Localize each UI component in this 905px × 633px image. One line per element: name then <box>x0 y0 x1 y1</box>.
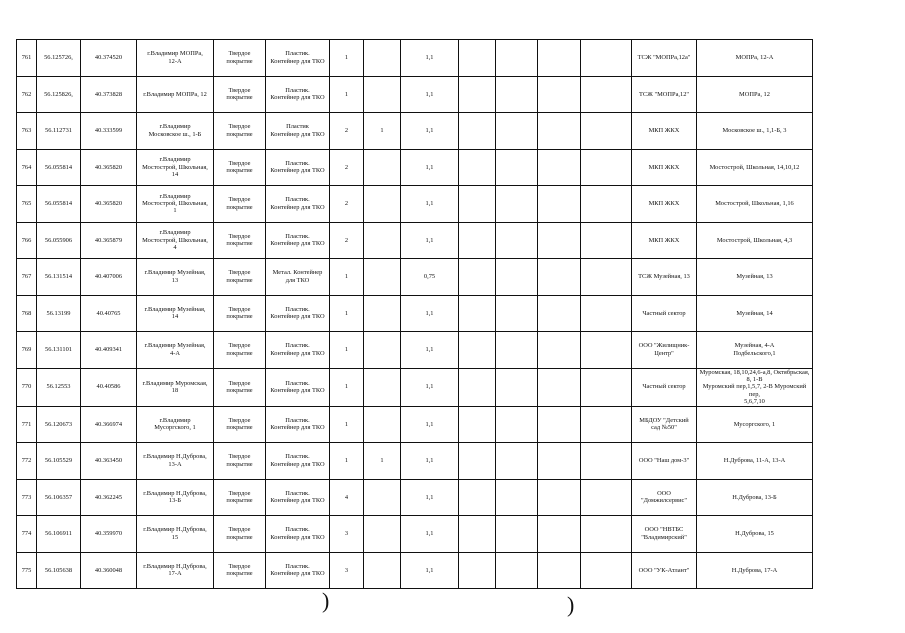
container-type: Пластик. Контейнер для ТКО <box>266 479 330 516</box>
empty-cell <box>581 222 632 259</box>
surface-type: Твердое покрытие <box>214 113 266 150</box>
latitude: 56.055906 <box>37 222 81 259</box>
table-row <box>17 259 813 296</box>
owner: ООО "УК-Атлант" <box>632 552 697 589</box>
longitude: 40.362245 <box>81 479 137 516</box>
row-number: 763 <box>17 113 37 150</box>
empty-cell <box>459 443 496 480</box>
surface-type: Твердое покрытие <box>214 332 266 369</box>
container-volume: 1,1 <box>401 516 459 553</box>
owner: МКП ЖКХ <box>632 149 697 186</box>
address: г.Владимир Н.Дуброва, 13-Б <box>137 479 214 516</box>
empty-cell <box>459 259 496 296</box>
latitude: 56.106357 <box>37 479 81 516</box>
empty-cell <box>581 368 632 406</box>
row-number: 766 <box>17 222 37 259</box>
container-volume: 1,1 <box>401 295 459 332</box>
container-count-extra <box>364 368 401 406</box>
longitude: 40.333599 <box>81 113 137 150</box>
latitude: 56.125726, <box>37 40 81 77</box>
container-count-extra <box>364 76 401 113</box>
empty-cell <box>496 443 538 480</box>
container-count-extra <box>364 186 401 223</box>
empty-cell <box>538 516 581 553</box>
latitude: 56.120673 <box>37 406 81 443</box>
latitude: 56.131101 <box>37 332 81 369</box>
page-edge-mark-left: ) <box>322 588 330 613</box>
container-count: 1 <box>330 259 364 296</box>
empty-cell <box>459 406 496 443</box>
surface-type: Твердое покрытие <box>214 149 266 186</box>
latitude: 56.13199 <box>37 295 81 332</box>
row-number: 764 <box>17 149 37 186</box>
container-count-extra <box>364 552 401 589</box>
address: г.Владимир Мостострой, Школьная, 4 <box>137 222 214 259</box>
empty-cell <box>496 222 538 259</box>
container-count-extra <box>364 479 401 516</box>
owner: ТСЖ Музейная, 13 <box>632 259 697 296</box>
empty-cell <box>581 479 632 516</box>
latitude: 56.125826, <box>37 76 81 113</box>
empty-cell <box>538 368 581 406</box>
surface-type: Твердое покрытие <box>214 222 266 259</box>
surface-type: Твердое покрытие <box>214 40 266 77</box>
empty-cell <box>538 149 581 186</box>
served-objects: МОПРа, 12 <box>697 76 813 113</box>
owner: МКП ЖКХ <box>632 186 697 223</box>
empty-cell <box>538 332 581 369</box>
container-type: Пластик. Контейнер для ТКО <box>266 406 330 443</box>
empty-cell <box>581 295 632 332</box>
container-count-extra <box>364 406 401 443</box>
empty-cell <box>496 149 538 186</box>
surface-type: Твердое покрытие <box>214 443 266 480</box>
served-objects: МОПРа, 12-А <box>697 40 813 77</box>
served-objects: Муромская, 18,10,24,6-а,8, Октябрьская, 8, 1-В Муромский пер,1,5,7, 2-В Муромский пер, 5,6,7,10 <box>697 368 813 406</box>
container-count: 1 <box>330 40 364 77</box>
empty-cell <box>496 259 538 296</box>
row-number: 761 <box>17 40 37 77</box>
container-count: 3 <box>330 516 364 553</box>
row-number: 771 <box>17 406 37 443</box>
row-number: 768 <box>17 295 37 332</box>
empty-cell <box>581 259 632 296</box>
latitude: 56.105529 <box>37 443 81 480</box>
address: г.Владимир Мостострой, Школьная, 14 <box>137 149 214 186</box>
address: г.Владимир Н.Дуброва, 17-А <box>137 552 214 589</box>
table-row <box>17 186 813 223</box>
container-type: Пластик. Контейнер для ТКО <box>266 552 330 589</box>
longitude: 40.409341 <box>81 332 137 369</box>
container-volume: 1,1 <box>401 149 459 186</box>
empty-cell <box>459 222 496 259</box>
table-row <box>17 332 813 369</box>
empty-cell <box>459 295 496 332</box>
container-type: Пластик. Контейнер для ТКО <box>266 295 330 332</box>
address: г.Владимир Музейная, 13 <box>137 259 214 296</box>
page-edge-mark-right: ) <box>567 592 575 617</box>
empty-cell <box>496 295 538 332</box>
container-count-extra <box>364 295 401 332</box>
table-row <box>17 368 813 406</box>
address: г.Владимир Н.Дуброва, 13-А <box>137 443 214 480</box>
empty-cell <box>581 186 632 223</box>
owner: ООО "Наш дом-3" <box>632 443 697 480</box>
container-count: 2 <box>330 149 364 186</box>
longitude: 40.373828 <box>81 76 137 113</box>
empty-cell <box>581 113 632 150</box>
latitude: 56.131514 <box>37 259 81 296</box>
container-count-extra <box>364 516 401 553</box>
surface-type: Твердое покрытие <box>214 552 266 589</box>
empty-cell <box>538 76 581 113</box>
container-count-extra <box>364 259 401 296</box>
surface-type: Твердое покрытие <box>214 295 266 332</box>
row-number: 762 <box>17 76 37 113</box>
surface-type: Твердое покрытие <box>214 406 266 443</box>
container-type: Метал. Контейнер для ТКО <box>266 259 330 296</box>
address: г.Владимир Московское ш., 1-Б <box>137 113 214 150</box>
row-number: 772 <box>17 443 37 480</box>
owner: Частный сектор <box>632 295 697 332</box>
container-count-extra <box>364 40 401 77</box>
longitude: 40.363450 <box>81 443 137 480</box>
empty-cell <box>496 76 538 113</box>
longitude: 40.359970 <box>81 516 137 553</box>
empty-cell <box>496 40 538 77</box>
empty-cell <box>581 332 632 369</box>
table-row <box>17 516 813 553</box>
container-volume: 1,1 <box>401 113 459 150</box>
surface-type: Твердое покрытие <box>214 516 266 553</box>
served-objects: Мостострой, Школьная, 14,10,12 <box>697 149 813 186</box>
empty-cell <box>459 516 496 553</box>
table-row <box>17 149 813 186</box>
empty-cell <box>496 368 538 406</box>
address: г.Владимир МОПРа, 12 <box>137 76 214 113</box>
address: г.Владимир МОПРа, 12-А <box>137 40 214 77</box>
container-volume: 1,1 <box>401 368 459 406</box>
served-objects: Мостострой, Школьная, 4,3 <box>697 222 813 259</box>
surface-type: Твердое покрытие <box>214 186 266 223</box>
served-objects: Музейная, 14 <box>697 295 813 332</box>
container-volume: 1,1 <box>401 186 459 223</box>
owner: Частный сектор <box>632 368 697 406</box>
container-count: 1 <box>330 368 364 406</box>
container-count-extra <box>364 332 401 369</box>
row-number: 767 <box>17 259 37 296</box>
container-type: Пластик Контейнер для ТКО <box>266 113 330 150</box>
longitude: 40.407006 <box>81 259 137 296</box>
empty-cell <box>496 186 538 223</box>
latitude: 56.105638 <box>37 552 81 589</box>
served-objects: Мусоргского, 1 <box>697 406 813 443</box>
empty-cell <box>459 76 496 113</box>
served-objects: Н.Дуброва, 17-А <box>697 552 813 589</box>
empty-cell <box>538 406 581 443</box>
empty-cell <box>496 406 538 443</box>
empty-cell <box>459 113 496 150</box>
longitude: 40.40586 <box>81 368 137 406</box>
served-objects: Н.Дуброва, 13-Б <box>697 479 813 516</box>
row-number: 775 <box>17 552 37 589</box>
row-number: 765 <box>17 186 37 223</box>
empty-cell <box>459 368 496 406</box>
owner: МКП ЖКХ <box>632 113 697 150</box>
owner: ООО "Жилищник- Центр" <box>632 332 697 369</box>
address: г.Владимир Мусоргского, 1 <box>137 406 214 443</box>
container-type: Пластик. Контейнер для ТКО <box>266 332 330 369</box>
container-volume: 1,1 <box>401 222 459 259</box>
container-count: 1 <box>330 443 364 480</box>
empty-cell <box>459 186 496 223</box>
row-number: 770 <box>17 368 37 406</box>
container-type: Пластик. Контейнер для ТКО <box>266 76 330 113</box>
container-type: Пластик. Контейнер для ТКО <box>266 516 330 553</box>
empty-cell <box>459 149 496 186</box>
container-type: Пластик. Контейнер для ТКО <box>266 443 330 480</box>
container-count: 1 <box>330 332 364 369</box>
latitude: 56.112731 <box>37 113 81 150</box>
served-objects: Московское ш., 1,1-Б, 3 <box>697 113 813 150</box>
container-count: 3 <box>330 552 364 589</box>
longitude: 40.365820 <box>81 149 137 186</box>
container-volume: 0,75 <box>401 259 459 296</box>
container-type: Пластик. Контейнер для ТКО <box>266 40 330 77</box>
table-row <box>17 295 813 332</box>
row-number: 774 <box>17 516 37 553</box>
surface-type: Твердое покрытие <box>214 259 266 296</box>
latitude: 56.106911 <box>37 516 81 553</box>
longitude: 40.365820 <box>81 186 137 223</box>
address: г.Владимир Музейная, 4-А <box>137 332 214 369</box>
address: г.Владимир Мостострой, Школьная, 1 <box>137 186 214 223</box>
address: г.Владимир Н.Дуброва, 15 <box>137 516 214 553</box>
container-volume: 1,1 <box>401 40 459 77</box>
served-objects: Музейная, 4-А Подбельского,1 <box>697 332 813 369</box>
container-type: Пластик. Контейнер для ТКО <box>266 222 330 259</box>
longitude: 40.40765 <box>81 295 137 332</box>
container-count: 2 <box>330 113 364 150</box>
table-row <box>17 40 813 77</box>
container-count: 2 <box>330 186 364 223</box>
served-objects: Музейная, 13 <box>697 259 813 296</box>
empty-cell <box>496 332 538 369</box>
owner: ТСЖ "МОПРа,12а" <box>632 40 697 77</box>
empty-cell <box>538 113 581 150</box>
table-row <box>17 222 813 259</box>
address: г.Владимир Музейная, 14 <box>137 295 214 332</box>
empty-cell <box>496 552 538 589</box>
container-type: Пластик. Контейнер для ТКО <box>266 368 330 406</box>
container-count: 1 <box>330 295 364 332</box>
empty-cell <box>496 516 538 553</box>
container-count: 4 <box>330 479 364 516</box>
surface-type: Твердое покрытие <box>214 368 266 406</box>
surface-type: Твердое покрытие <box>214 76 266 113</box>
empty-cell <box>538 552 581 589</box>
longitude: 40.366974 <box>81 406 137 443</box>
served-objects: Н.Дуброва, 11-А, 13-А <box>697 443 813 480</box>
container-volume: 1,1 <box>401 443 459 480</box>
container-volume: 1,1 <box>401 332 459 369</box>
container-count: 1 <box>330 76 364 113</box>
empty-cell <box>581 516 632 553</box>
owner: ООО "НВТБС "Владимирский" <box>632 516 697 553</box>
served-objects: Н.Дуброва, 15 <box>697 516 813 553</box>
empty-cell <box>538 259 581 296</box>
latitude: 56.055814 <box>37 149 81 186</box>
empty-cell <box>581 406 632 443</box>
container-count: 1 <box>330 406 364 443</box>
table-row <box>17 76 813 113</box>
empty-cell <box>459 552 496 589</box>
empty-cell <box>538 443 581 480</box>
empty-cell <box>459 40 496 77</box>
container-count-extra: 1 <box>364 113 401 150</box>
container-count-extra <box>364 222 401 259</box>
table-row <box>17 552 813 589</box>
empty-cell <box>538 295 581 332</box>
empty-cell <box>538 40 581 77</box>
address: г.Владимир Муромская, 18 <box>137 368 214 406</box>
row-number: 769 <box>17 332 37 369</box>
empty-cell <box>496 479 538 516</box>
container-volume: 1,1 <box>401 76 459 113</box>
surface-type: Твердое покрытие <box>214 479 266 516</box>
owner: ООО "Домжилсервис" <box>632 479 697 516</box>
container-count-extra: 1 <box>364 443 401 480</box>
owner: МКП ЖКХ <box>632 222 697 259</box>
table-row <box>17 479 813 516</box>
longitude: 40.365879 <box>81 222 137 259</box>
empty-cell <box>581 443 632 480</box>
empty-cell <box>538 479 581 516</box>
owner: МБДОУ "Детский сад №50" <box>632 406 697 443</box>
latitude: 56.055814 <box>37 186 81 223</box>
empty-cell <box>538 186 581 223</box>
owner: ТСЖ "МОПРа,12" <box>632 76 697 113</box>
container-volume: 1,1 <box>401 406 459 443</box>
container-type: Пластик. Контейнер для ТКО <box>266 186 330 223</box>
table-row <box>17 406 813 443</box>
registry-table <box>16 39 813 589</box>
empty-cell <box>496 113 538 150</box>
longitude: 40.360048 <box>81 552 137 589</box>
empty-cell <box>459 479 496 516</box>
container-count-extra <box>364 149 401 186</box>
table-row <box>17 443 813 480</box>
latitude: 56.12553 <box>37 368 81 406</box>
empty-cell <box>459 332 496 369</box>
longitude: 40.374520 <box>81 40 137 77</box>
empty-cell <box>581 76 632 113</box>
empty-cell <box>538 222 581 259</box>
container-count: 2 <box>330 222 364 259</box>
empty-cell <box>581 552 632 589</box>
container-volume: 1,1 <box>401 479 459 516</box>
empty-cell <box>581 149 632 186</box>
empty-cell <box>581 40 632 77</box>
row-number: 773 <box>17 479 37 516</box>
table-row <box>17 113 813 150</box>
container-type: Пластик. Контейнер для ТКО <box>266 149 330 186</box>
container-volume: 1,1 <box>401 552 459 589</box>
served-objects: Мостострой, Школьная, 1,16 <box>697 186 813 223</box>
